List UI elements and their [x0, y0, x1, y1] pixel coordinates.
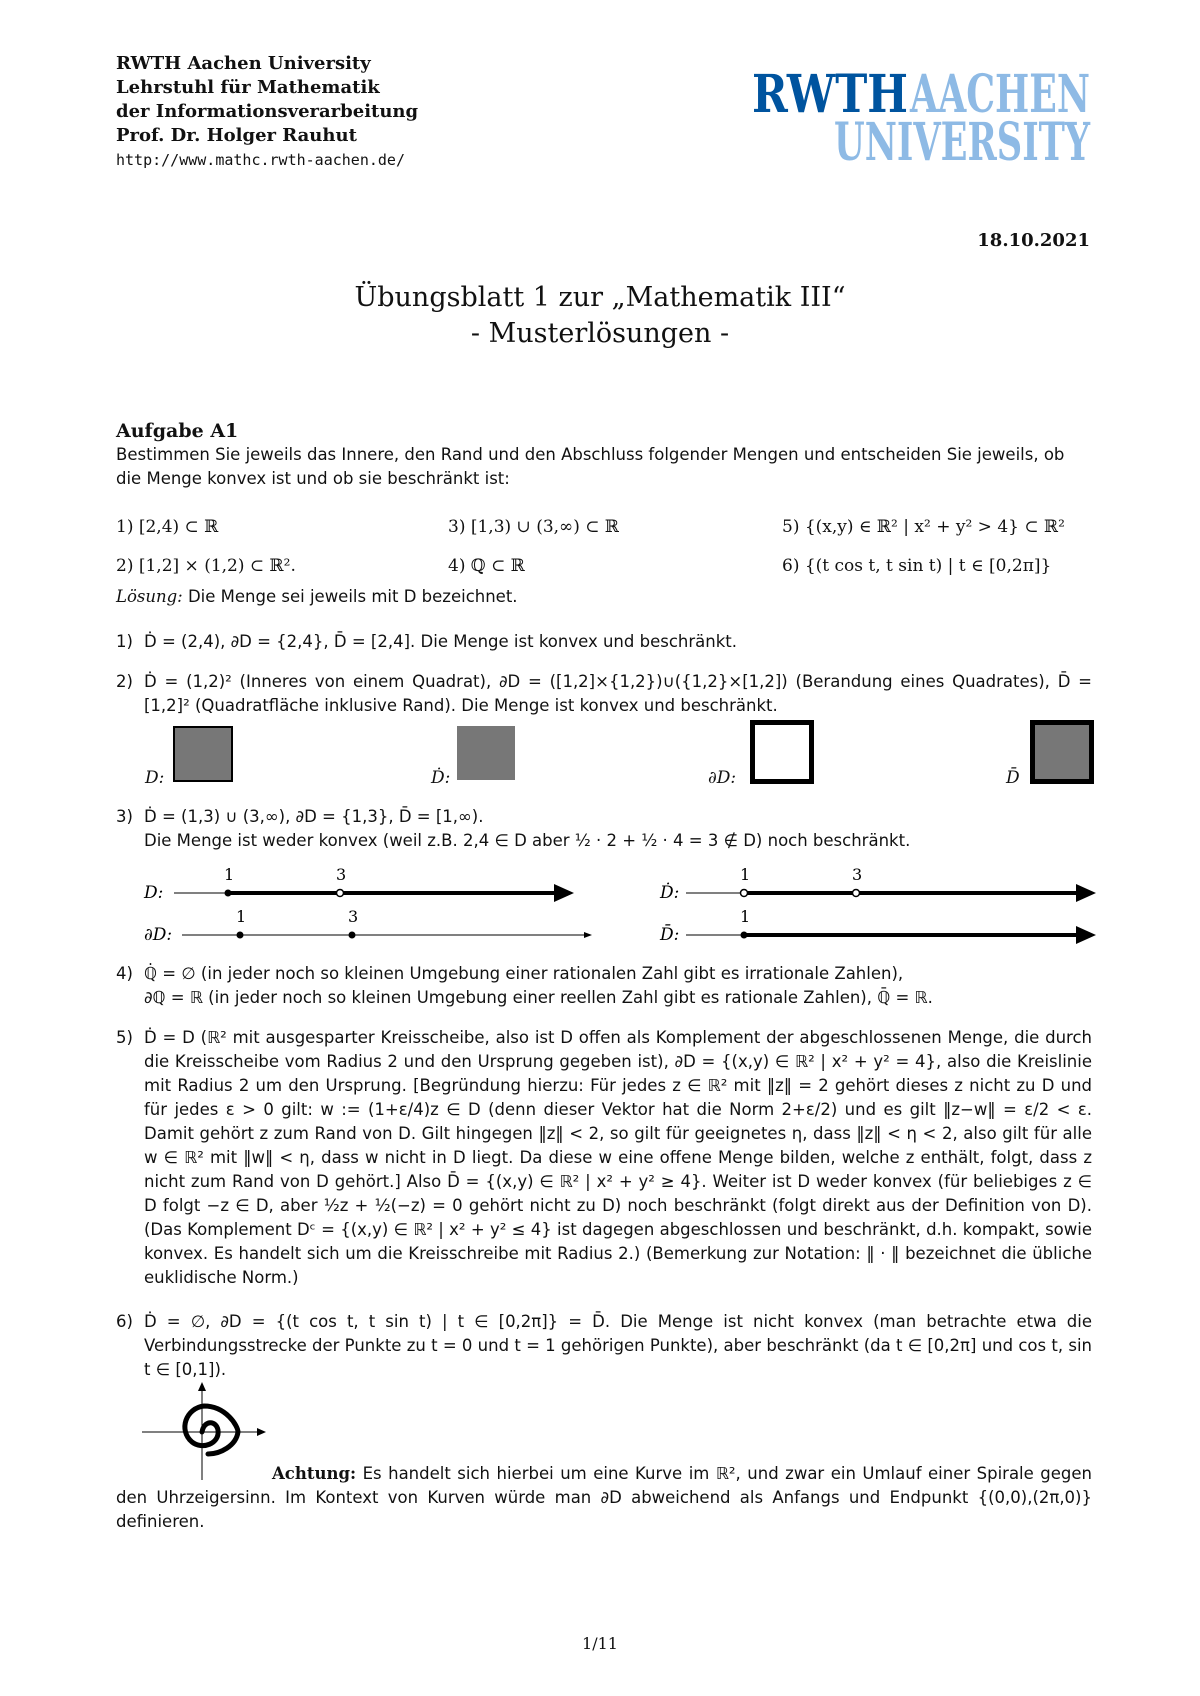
solution-number: 4): [116, 964, 133, 983]
document-title: [0, 280, 1200, 352]
task-6: 6) {(t cos t, t sin t) | t ∈ [0,2π]}: [782, 556, 1052, 576]
logo-word-rwth: RWTH: [752, 64, 908, 125]
logo-word-aachen: AACHEN: [909, 64, 1090, 125]
solution-4: [116, 962, 1092, 1010]
numberline-label-closure: D̄:: [660, 925, 680, 945]
solution-line-1: Ḋ = (1,3) ∪ (3,∞), ∂D = {1,3}, D̄ = [1,∞).: [144, 807, 484, 826]
solution-number: 2): [116, 672, 133, 691]
arrowhead-d: [554, 884, 574, 902]
task-5: 5) {(x,y) ∈ ℝ² | x² + y² > 4} ⊂ ℝ²: [782, 517, 1065, 537]
numberline-label-d: D:: [144, 883, 164, 903]
solution-1: [116, 630, 1092, 654]
solution-number: 5): [116, 1028, 133, 1047]
tick-d-1: 1: [224, 865, 235, 884]
task-3: 3) [1,3) ∪ (3,∞) ⊂ ℝ: [448, 517, 620, 537]
tick-boundary-1: 1: [236, 907, 247, 926]
square-label-d: D:: [145, 768, 165, 788]
point-closure-1: [741, 932, 748, 939]
point-boundary-3: [349, 932, 356, 939]
point-interior-1: [741, 890, 748, 897]
logo-word-university: UNIVERSITY: [834, 112, 1091, 173]
solution-number: 1): [116, 632, 133, 651]
achtung-label: Achtung:: [272, 1464, 357, 1483]
rwth-logo: [752, 64, 1092, 173]
square-label-boundary: ∂D:: [708, 768, 737, 788]
title-line-1: Übungsblatt 1 zur „Mathematik III“: [354, 282, 846, 313]
spiral-y-arrow: [198, 1382, 206, 1391]
solution-text: Ḋ = D (ℝ² mit ausgesparter Kreisscheibe, also ist D offen als Komplement der abgeschlossenen Menge, die durch die Kreisscheibe vom Radius 2 und den Ursprung gegeben ist), ∂D = {(x,y) ∈ ℝ² | x² + y² = 4}, also die Kreislinie mit Radius 2 um den Ursprung. [Begründung hierzu: Für jedes z ∈ ℝ² mit ‖z‖ = 2 gehört dieses z nicht zu D und für jedes ε > 0 gilt: w := (1+ε/4)z ∈ D (denn dieser Vektor hat die Norm 2+ε/2) und es gilt ‖z−w‖ = ε/2 < ε. Damit gehört z zum Rand von D. Gilt hingegen ‖z‖ < 2, so gilt für geeignetes η, dass ‖z‖ < η < 2, also gilt für alle w ∈ ℝ² mit ‖w‖ < η, dass w nicht in D liegt. Da diese w eine offene Menge bilden, welche z enthält, folgt, dass z nicht zum Rand von D gehört.] Also D̄ = {(x,y) ∈ ℝ² | x² + y² ≥ 4}. Weiter ist D weder konvex (für beliebiges z ∈ D folgt −z ∈ D, aber ½z + ½(−z) = 0 gehört nicht zu D) noch beschränkt (folgt direkt aus der Definition von D). (Das Komplement Dᶜ = {(x,y) ∈ ℝ² | x² + y² ≤ 4} ist dagegen abgeschlossen und beschränkt, d.h. kompakt, sowie konvex. Es handelt sich um die Kreisschreibe mit Radius 2.) (Bemerkung zur Notation: ‖ · ‖ bezeichnet die übliche euklidische Norm.): [144, 1028, 1092, 1287]
solution-intro: [116, 587, 518, 606]
solution-3: [116, 805, 1092, 853]
square-closure: [1030, 720, 1094, 784]
solution-text: Ḋ = ∅, ∂D = {(t cos t, t sin t) | t ∈ [0,2π]} = D̄. Die Menge ist nicht konvex (man betrachte etwa die Verbindungsstrecke der Punkte zu t = 0 und t = 1 gehörigen Punkte), aber beschränkt (da t ∈ [0,2π] und cos t, sin t ∈ [0,1]).: [144, 1312, 1092, 1379]
solution-line-2: ∂ℚ = ℝ (in jeder noch so kleinen Umgebung einer reellen Zahl gibt es rationale Zahlen), ℚ̄ = ℝ.: [144, 988, 933, 1007]
document-date: 18.10.2021: [977, 230, 1090, 251]
solution-line-2: Die Menge ist weder konvex (weil z.B. 2,4 ∈ D aber ½ · 2 + ½ · 4 = 3 ∉ D) noch beschränkt.: [144, 831, 911, 850]
task-2: 2) [1,2] × (1,2) ⊂ ℝ².: [116, 556, 296, 576]
solution-number: 6): [116, 1312, 133, 1331]
tick-boundary-3: 3: [348, 907, 359, 926]
achtung-text: Es handelt sich hierbei um eine Kurve im ℝ², und zwar ein Umlauf einer Spirale gegen den Uhrzeigersinn. Im Kontext von Kurven würde man ∂D abweichend als Anfangs und Endpunkt {(0,0),(2π,0)} definieren.: [116, 1464, 1092, 1531]
task-4: 4) ℚ ⊂ ℝ: [448, 556, 525, 576]
square-d: [173, 726, 233, 782]
solution-label: Lösung:: [116, 587, 183, 606]
solution-number: 3): [116, 807, 133, 826]
solution-intro-text: Die Menge sei jeweils mit D bezeichnet.: [182, 587, 518, 606]
point-d-1: [225, 890, 232, 897]
solution-6: [116, 1310, 1092, 1382]
arrowhead-boundary: [584, 932, 592, 938]
square-label-interior: Ḋ:: [431, 768, 451, 788]
task-1: 1) [2,4) ⊂ ℝ: [116, 517, 219, 537]
arrowhead-interior: [1076, 884, 1096, 902]
title-line-2: - Musterlösungen -: [470, 318, 730, 349]
tick-d-3: 3: [336, 865, 347, 884]
point-interior-3: [853, 890, 860, 897]
numberline-figure: [140, 858, 1100, 958]
tick-closure-1: 1: [740, 907, 751, 926]
spiral-curve: [185, 1406, 238, 1454]
point-boundary-1: [237, 932, 244, 939]
section-heading: Aufgabe A1: [116, 420, 239, 442]
square-boundary: [750, 720, 814, 784]
tick-interior-1: 1: [740, 865, 751, 884]
solution-2: [116, 670, 1092, 718]
chair-line-2: der Informationsverarbeitung: [116, 101, 419, 122]
tick-interior-3: 3: [852, 865, 863, 884]
task-intro: Bestimmen Sie jeweils das Innere, den Rand und den Abschluss folgender Mengen und entscheiden Sie jeweils, ob die Menge konvex ist und ob sie beschränkt ist:: [116, 445, 1065, 488]
arrowhead-closure: [1076, 926, 1096, 944]
university-name: RWTH Aachen University: [116, 53, 371, 74]
solution-5: [116, 1026, 1092, 1290]
solution-text: Ḋ = (1,2)² (Inneres von einem Quadrat), ∂D = ([1,2]×{1,2})∪({1,2}×[1,2]) (Berandung eines Quadrates), D̄ = [1,2]² (Quadratfläche inklusive Rand). Die Menge ist konvex und beschränkt.: [144, 672, 1092, 715]
page-number: 1/11: [582, 1634, 618, 1653]
numberline-label-boundary: ∂D:: [144, 925, 173, 945]
professor-name: Prof. Dr. Holger Rauhut: [116, 125, 357, 146]
square-label-closure: D̄: [1006, 768, 1020, 788]
solution-text: Ḋ = (2,4), ∂D = {2,4}, D̄ = [2,4]. Die Menge ist konvex und beschränkt.: [144, 632, 737, 651]
chair-line-1: Lehrstuhl für Mathematik: [116, 77, 380, 98]
header-block: [116, 52, 418, 172]
website-link[interactable]: http://www.mathc.rwth-aachen.de/: [116, 151, 405, 169]
solution-line-1: ℚ̇ = ∅ (in jeder noch so kleinen Umgebung einer rationalen Zahl gibt es irrationale Zahlen),: [144, 964, 904, 983]
achtung-note: [116, 1462, 1092, 1534]
point-d-3: [337, 890, 344, 897]
spiral-x-arrow: [257, 1428, 266, 1436]
square-interior: [457, 726, 515, 780]
numberline-label-interior: Ḋ:: [660, 883, 680, 903]
